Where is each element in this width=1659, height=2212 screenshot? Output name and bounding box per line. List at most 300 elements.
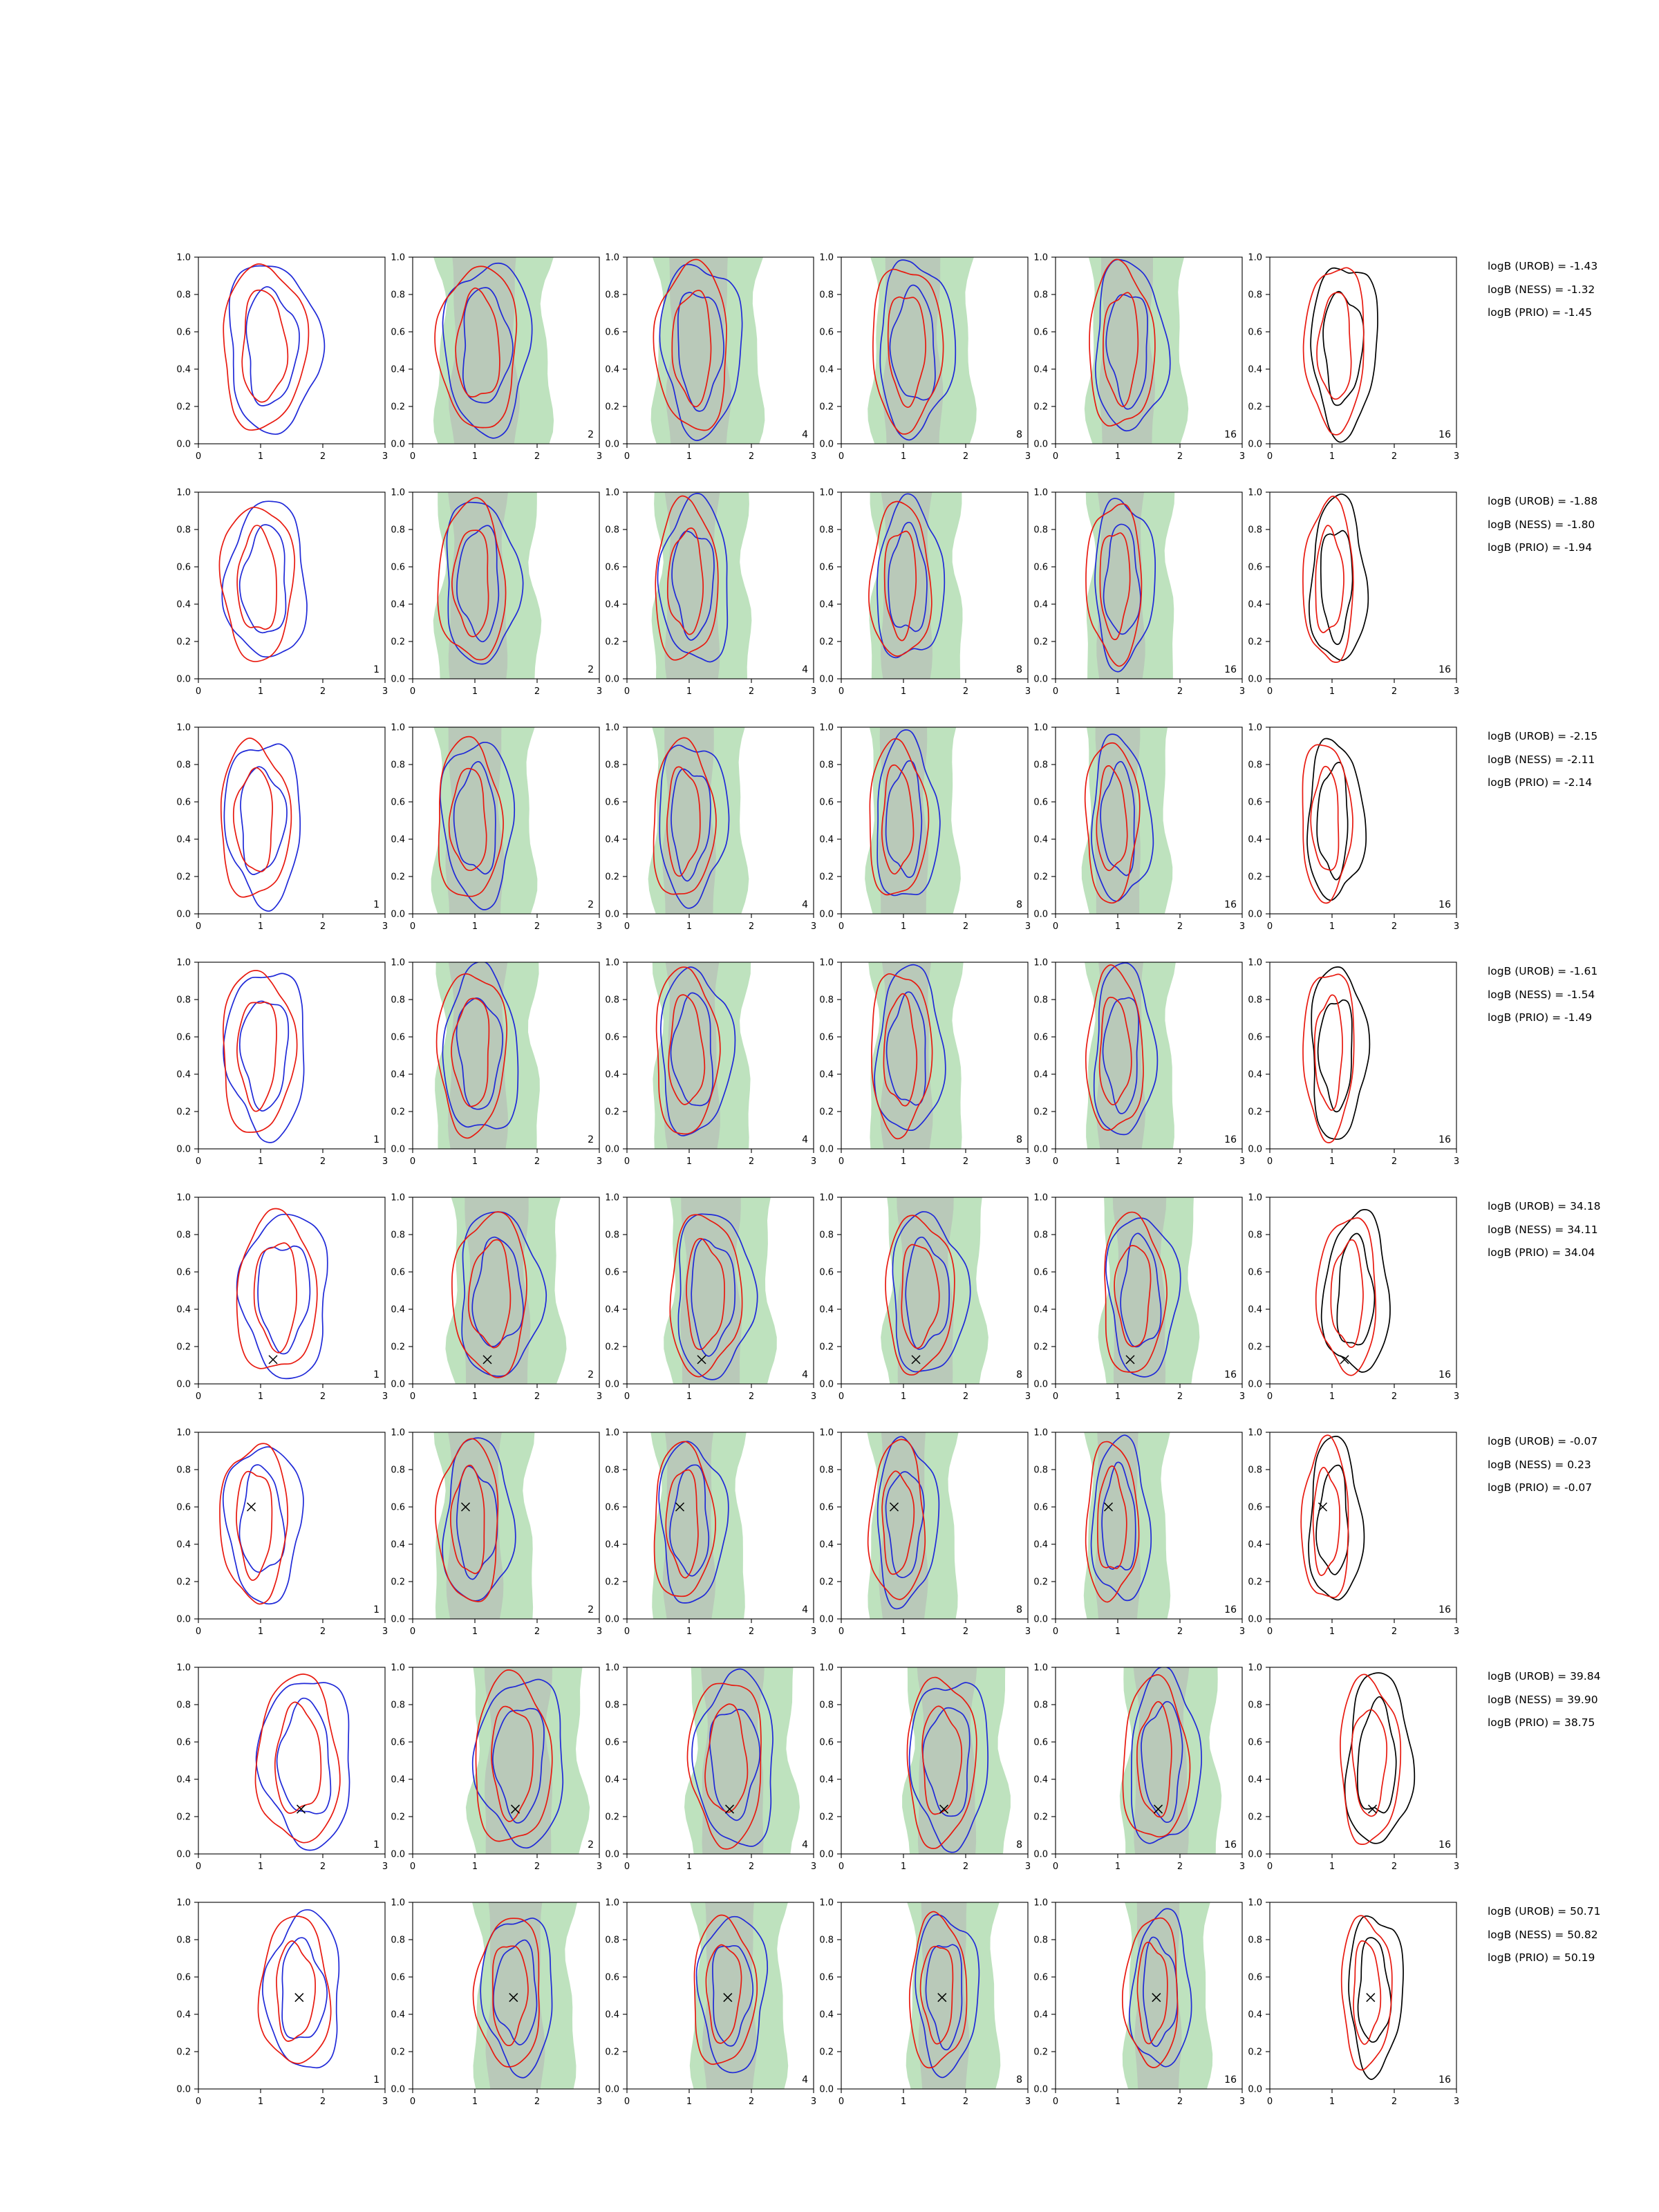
x-tick-label: 3 — [1453, 2097, 1460, 2107]
x-tick-label: 2 — [1391, 1391, 1398, 1402]
y-tick-label: 0.4 — [176, 834, 191, 845]
y-tick-label: 0.6 — [819, 1502, 834, 1513]
y-tick-label: 0.0 — [391, 674, 405, 685]
y-tick-label: 0.4 — [176, 1304, 191, 1315]
y-tick-label: 0.0 — [1033, 439, 1048, 450]
logb-annotation-line: logB (PRIO) = -1.94 — [1488, 541, 1593, 554]
y-tick-label: 0.8 — [605, 1465, 619, 1476]
y-tick-label: 0.2 — [1248, 1107, 1262, 1118]
x-tick-label: 3 — [1453, 1156, 1460, 1167]
logb-annotation-line: logB (UROB) = -1.61 — [1488, 965, 1598, 977]
x-tick-label: 2 — [1391, 2097, 1398, 2107]
contour-black-inner — [1321, 531, 1353, 645]
y-tick-label: 0.8 — [1033, 290, 1048, 301]
x-tick-label: 1 — [1329, 921, 1335, 932]
contour-black-outer — [1309, 1436, 1364, 1600]
y-tick-label: 0.0 — [391, 909, 405, 920]
x-tick-label: 3 — [382, 1156, 388, 1167]
panel-count-label: 1 — [373, 899, 379, 910]
logb-annotation-block — [1488, 1436, 1597, 1506]
x-tick-label: 1 — [471, 1391, 478, 1402]
y-tick-label: 1.0 — [819, 1897, 834, 1909]
x-tick-label: 0 — [195, 1627, 202, 1637]
panel-count-label: 2 — [588, 1369, 594, 1380]
y-tick-label: 0.6 — [605, 1032, 619, 1043]
y-tick-label: 0.6 — [605, 1267, 619, 1278]
y-tick-label: 0.0 — [391, 439, 405, 450]
contour-panel — [371, 1893, 620, 2121]
contour-panel — [1228, 1658, 1477, 1886]
contour-red-outer — [1304, 268, 1364, 435]
y-tick-label: 0.0 — [391, 1849, 405, 1860]
axes-frame — [1270, 727, 1456, 914]
y-tick-label: 0.2 — [1033, 2047, 1048, 2058]
y-tick-label: 0.8 — [1033, 1230, 1048, 1241]
panel-count-label: 2 — [588, 664, 594, 675]
x-tick-label: 0 — [1052, 1156, 1059, 1167]
y-tick-label: 0.4 — [391, 1304, 405, 1315]
y-tick-label: 1.0 — [1248, 487, 1262, 498]
y-tick-label: 0.6 — [1033, 1737, 1048, 1748]
logb-annotation-block — [1488, 1906, 1600, 1976]
x-tick-label: 1 — [1329, 1862, 1335, 1872]
y-tick-label: 0.4 — [605, 2009, 619, 2021]
y-tick-label: 0.0 — [1033, 2084, 1048, 2095]
x-tick-label: 1 — [900, 1627, 907, 1637]
truth-marker — [247, 1503, 256, 1511]
x-tick-label: 2 — [1177, 2097, 1183, 2107]
y-tick-label: 0.2 — [819, 1812, 834, 1823]
y-tick-label: 0.4 — [176, 1774, 191, 1785]
y-tick-label: 0.0 — [1033, 909, 1048, 920]
x-tick-label: 0 — [1266, 686, 1273, 697]
x-tick-label: 0 — [195, 686, 202, 697]
axes-frame — [1270, 1902, 1456, 2089]
x-tick-label: 0 — [1266, 1862, 1273, 1872]
logb-annotation-line: logB (UROB) = 39.84 — [1488, 1670, 1601, 1683]
y-tick-label: 0.8 — [391, 1230, 405, 1241]
contour-panel — [800, 718, 1049, 946]
x-tick-label: 2 — [1177, 1862, 1183, 1872]
y-tick-label: 0.0 — [176, 2084, 191, 2095]
contour-red-inner — [1315, 525, 1344, 632]
y-tick-label: 1.0 — [176, 1662, 191, 1674]
y-tick-label: 0.0 — [176, 1379, 191, 1390]
y-tick-label: 0.0 — [1033, 1379, 1048, 1390]
x-tick-label: 1 — [1329, 686, 1335, 697]
y-tick-label: 1.0 — [605, 722, 619, 733]
contour-black-outer — [1345, 1673, 1415, 1844]
x-tick-label: 0 — [1052, 1862, 1059, 1872]
x-tick-label: 3 — [810, 921, 817, 932]
x-tick-label: 3 — [810, 2097, 817, 2107]
x-tick-label: 2 — [534, 921, 541, 932]
logb-annotation-line: logB (PRIO) = -1.45 — [1488, 306, 1593, 319]
x-tick-label: 0 — [1266, 1156, 1273, 1167]
x-tick-label: 0 — [1052, 686, 1059, 697]
contour-black-inner — [1337, 1233, 1374, 1344]
x-tick-label: 2 — [748, 1156, 755, 1167]
x-tick-label: 0 — [1266, 921, 1273, 932]
x-tick-label: 1 — [900, 921, 907, 932]
x-tick-label: 3 — [1239, 686, 1246, 697]
x-tick-label: 2 — [748, 1391, 755, 1402]
y-tick-label: 1.0 — [1033, 1192, 1048, 1203]
y-tick-label: 0.0 — [819, 2084, 834, 2095]
y-tick-label: 0.0 — [176, 1849, 191, 1860]
y-tick-label: 0.6 — [819, 1267, 834, 1278]
y-tick-label: 1.0 — [1248, 1662, 1262, 1674]
x-tick-label: 1 — [686, 1391, 693, 1402]
logb-annotation-block — [1488, 1201, 1600, 1271]
y-tick-label: 1.0 — [1248, 957, 1262, 968]
x-tick-label: 0 — [624, 1627, 630, 1637]
x-tick-label: 3 — [1453, 686, 1460, 697]
contour-blue-outer — [223, 973, 304, 1143]
panel-count-label: 4 — [802, 899, 808, 910]
x-tick-label: 1 — [471, 1156, 478, 1167]
axes-frame — [198, 1667, 385, 1854]
panel-count-label: 4 — [802, 429, 808, 440]
contour-red-inner — [275, 1702, 321, 1813]
y-tick-label: 0.2 — [1033, 1342, 1048, 1353]
y-tick-label: 0.4 — [391, 1774, 405, 1785]
y-tick-label: 1.0 — [391, 487, 405, 498]
posterior-fill-gray — [463, 1197, 531, 1384]
y-tick-label: 0.4 — [1248, 1774, 1262, 1785]
y-tick-label: 0.0 — [1033, 1144, 1048, 1155]
panel-count-label: 16 — [1224, 899, 1237, 910]
y-tick-label: 0.8 — [1248, 525, 1262, 536]
x-tick-label: 2 — [962, 1862, 969, 1872]
y-tick-label: 0.4 — [391, 1539, 405, 1550]
y-tick-label: 0.6 — [605, 797, 619, 808]
x-tick-label: 2 — [962, 1627, 969, 1637]
panel-count-label: 8 — [1016, 1604, 1022, 1615]
contour-panel — [371, 1423, 620, 1651]
x-tick-label: 0 — [624, 1862, 630, 1872]
y-tick-label: 0.0 — [819, 909, 834, 920]
y-tick-label: 0.2 — [605, 872, 619, 883]
x-tick-label: 3 — [596, 1862, 603, 1872]
y-tick-label: 0.2 — [605, 1577, 619, 1588]
y-tick-label: 0.4 — [1033, 599, 1048, 610]
panel-count-label: 2 — [588, 1604, 594, 1615]
contour-panel — [1014, 482, 1263, 711]
y-tick-label: 0.2 — [819, 872, 834, 883]
x-tick-label: 2 — [1391, 686, 1398, 697]
x-tick-label: 1 — [257, 2097, 264, 2107]
y-tick-label: 1.0 — [1033, 957, 1048, 968]
y-tick-label: 0.6 — [605, 1972, 619, 1983]
y-tick-label: 0.6 — [819, 562, 834, 573]
contour-panel — [371, 1658, 620, 1886]
y-tick-label: 1.0 — [605, 1427, 619, 1438]
x-tick-label: 1 — [1114, 1391, 1121, 1402]
contour-panel — [585, 1658, 834, 1886]
x-tick-label: 2 — [748, 921, 755, 932]
y-tick-label: 0.2 — [819, 402, 834, 413]
x-tick-label: 3 — [1453, 451, 1460, 462]
x-tick-label: 3 — [1453, 1391, 1460, 1402]
contour-panel — [1228, 1423, 1477, 1651]
y-tick-label: 1.0 — [1033, 252, 1048, 263]
y-tick-label: 0.0 — [819, 674, 834, 685]
y-tick-label: 0.6 — [819, 1972, 834, 1983]
x-tick-label: 2 — [748, 451, 755, 462]
y-tick-label: 0.4 — [819, 1539, 834, 1550]
x-tick-label: 0 — [409, 2097, 416, 2107]
x-tick-label: 3 — [596, 451, 603, 462]
posterior-fill-gray — [662, 727, 716, 914]
y-tick-label: 1.0 — [1248, 252, 1262, 263]
y-tick-label: 0.0 — [1248, 1849, 1262, 1860]
logb-annotation-line: logB (PRIO) = -0.07 — [1488, 1481, 1593, 1494]
x-tick-label: 2 — [962, 1391, 969, 1402]
x-tick-label: 3 — [596, 686, 603, 697]
y-tick-label: 0.8 — [391, 1465, 405, 1476]
x-tick-label: 1 — [686, 1862, 693, 1872]
axes-frame — [1270, 1667, 1456, 1854]
x-tick-label: 2 — [962, 451, 969, 462]
x-tick-label: 0 — [624, 686, 630, 697]
contour-blue-inner — [240, 1465, 285, 1572]
x-tick-label: 3 — [1024, 1627, 1031, 1637]
x-tick-label: 2 — [962, 2097, 969, 2107]
y-tick-label: 0.2 — [176, 637, 191, 648]
x-tick-label: 2 — [1391, 1156, 1398, 1167]
x-tick-label: 2 — [319, 921, 326, 932]
x-tick-label: 0 — [1266, 451, 1273, 462]
y-tick-label: 1.0 — [391, 957, 405, 968]
x-tick-label: 1 — [686, 1156, 693, 1167]
x-tick-label: 3 — [1453, 1862, 1460, 1872]
x-tick-label: 0 — [195, 921, 202, 932]
y-tick-label: 1.0 — [819, 1427, 834, 1438]
panel-count-label: 8 — [1016, 1839, 1022, 1850]
x-tick-label: 1 — [900, 2097, 907, 2107]
y-tick-label: 0.2 — [1248, 872, 1262, 883]
x-tick-label: 3 — [596, 2097, 603, 2107]
y-tick-label: 0.2 — [1033, 637, 1048, 648]
y-tick-label: 0.8 — [605, 760, 619, 771]
x-tick-label: 1 — [257, 1627, 264, 1637]
panel-count-label: 16 — [1224, 1134, 1237, 1145]
contour-panel — [157, 247, 406, 476]
y-tick-label: 0.6 — [391, 562, 405, 573]
contour-red-outer — [1302, 744, 1353, 903]
y-tick-label: 0.2 — [1248, 1812, 1262, 1823]
y-tick-label: 0.2 — [605, 2047, 619, 2058]
contour-panel — [157, 482, 406, 711]
logb-annotation-line: logB (NESS) = 34.11 — [1488, 1223, 1598, 1236]
contour-panel — [800, 953, 1049, 1181]
y-tick-label: 0.6 — [1033, 1267, 1048, 1278]
contour-red-outer — [1316, 1218, 1376, 1376]
y-tick-label: 0.8 — [819, 1230, 834, 1241]
y-tick-label: 0.0 — [819, 1614, 834, 1625]
y-tick-label: 0.6 — [1248, 797, 1262, 808]
x-tick-label: 2 — [534, 1627, 541, 1637]
posterior-fill-gray — [448, 962, 508, 1149]
y-tick-label: 0.8 — [1248, 1700, 1262, 1711]
logb-annotation-line: logB (NESS) = 50.82 — [1488, 1928, 1598, 1941]
y-tick-label: 0.8 — [391, 760, 405, 771]
y-tick-label: 0.4 — [1033, 2009, 1048, 2021]
y-tick-label: 0.8 — [819, 995, 834, 1006]
y-tick-label: 0.0 — [605, 674, 619, 685]
y-tick-label: 0.8 — [1033, 1700, 1048, 1711]
contour-black-outer — [1311, 268, 1378, 442]
x-tick-label: 1 — [900, 1391, 907, 1402]
y-tick-label: 0.8 — [819, 525, 834, 536]
y-tick-label: 0.2 — [391, 637, 405, 648]
panel-count-label: 16 — [1438, 1604, 1451, 1615]
y-tick-label: 0.4 — [391, 1069, 405, 1080]
contour-panel — [1228, 953, 1477, 1181]
x-tick-label: 3 — [1239, 1156, 1246, 1167]
x-tick-label: 1 — [1329, 1391, 1335, 1402]
y-tick-label: 0.6 — [819, 1032, 834, 1043]
x-tick-label: 3 — [382, 921, 388, 932]
x-tick-label: 1 — [471, 451, 478, 462]
y-tick-label: 1.0 — [1033, 1427, 1048, 1438]
panel-count-label: 4 — [802, 1839, 808, 1850]
y-tick-label: 0.6 — [1033, 1032, 1048, 1043]
x-tick-label: 1 — [257, 1862, 264, 1872]
x-tick-label: 2 — [1177, 1391, 1183, 1402]
x-tick-label: 1 — [686, 921, 693, 932]
x-tick-label: 1 — [686, 2097, 693, 2107]
y-tick-label: 0.2 — [819, 1577, 834, 1588]
y-tick-label: 0.8 — [176, 760, 191, 771]
contour-panel — [585, 953, 834, 1181]
panel-count-label: 16 — [1438, 1134, 1451, 1145]
panel-count-label: 16 — [1438, 429, 1451, 440]
contour-red-outer — [1303, 496, 1353, 662]
x-tick-label: 3 — [810, 1862, 817, 1872]
y-tick-label: 0.4 — [391, 599, 405, 610]
x-tick-label: 1 — [1329, 2097, 1335, 2107]
y-tick-label: 0.2 — [391, 402, 405, 413]
x-tick-label: 1 — [1114, 1862, 1121, 1872]
y-tick-label: 0.4 — [176, 599, 191, 610]
contour-blue-inner — [282, 1938, 327, 2038]
contour-black-inner — [1318, 1000, 1352, 1112]
y-tick-label: 0.2 — [1248, 637, 1262, 648]
contour-panel — [800, 1423, 1049, 1651]
contour-red-inner — [237, 1002, 276, 1112]
logb-annotation-block — [1488, 966, 1597, 1036]
y-tick-label: 0.6 — [391, 1972, 405, 1983]
y-tick-label: 0.8 — [1248, 1230, 1262, 1241]
contour-red-inner — [1331, 1240, 1363, 1347]
x-tick-label: 0 — [409, 686, 416, 697]
y-tick-label: 0.0 — [819, 1379, 834, 1390]
y-tick-label: 0.2 — [1033, 1812, 1048, 1823]
x-tick-label: 0 — [624, 1156, 630, 1167]
x-tick-label: 1 — [257, 1391, 264, 1402]
y-tick-label: 0.4 — [391, 364, 405, 375]
y-tick-label: 0.0 — [819, 439, 834, 450]
y-tick-label: 0.4 — [605, 364, 619, 375]
y-tick-label: 1.0 — [1248, 1427, 1262, 1438]
y-tick-label: 0.6 — [1248, 562, 1262, 573]
y-tick-label: 0.4 — [605, 1774, 619, 1785]
y-tick-label: 0.2 — [1033, 872, 1048, 883]
x-tick-label: 2 — [1177, 1627, 1183, 1637]
x-tick-label: 1 — [900, 451, 907, 462]
x-tick-label: 1 — [1114, 1627, 1121, 1637]
panel-count-label: 1 — [373, 1369, 379, 1380]
y-tick-label: 0.0 — [605, 439, 619, 450]
x-tick-label: 0 — [624, 451, 630, 462]
y-tick-label: 0.6 — [1248, 1737, 1262, 1748]
contour-panel — [157, 718, 406, 946]
x-tick-label: 2 — [319, 1391, 326, 1402]
contour-red-inner — [236, 1472, 272, 1580]
logb-annotation-block — [1488, 731, 1597, 801]
panel-count-label: 8 — [1016, 429, 1022, 440]
y-tick-label: 1.0 — [819, 722, 834, 733]
y-tick-label: 0.0 — [1248, 439, 1262, 450]
panel-count-label: 16 — [1224, 1839, 1237, 1850]
y-tick-label: 0.4 — [819, 364, 834, 375]
y-tick-label: 0.0 — [819, 1849, 834, 1860]
x-tick-label: 1 — [1329, 451, 1335, 462]
contour-red-outer — [258, 1916, 330, 2063]
y-tick-label: 0.4 — [1033, 1069, 1048, 1080]
y-tick-label: 0.0 — [1248, 1379, 1262, 1390]
contour-panel — [800, 247, 1049, 476]
x-tick-label: 1 — [257, 686, 264, 697]
logb-annotation-line: logB (NESS) = 0.23 — [1488, 1458, 1591, 1471]
y-tick-label: 0.2 — [1248, 1577, 1262, 1588]
panel-count-label: 4 — [802, 1369, 808, 1380]
y-tick-label: 0.8 — [391, 525, 405, 536]
y-tick-label: 1.0 — [1248, 1897, 1262, 1909]
y-tick-label: 0.8 — [605, 1935, 619, 1946]
y-tick-label: 0.8 — [819, 760, 834, 771]
y-tick-label: 0.2 — [391, 1577, 405, 1588]
x-tick-label: 2 — [1391, 1862, 1398, 1872]
y-tick-label: 0.4 — [819, 599, 834, 610]
truth-marker — [1367, 1994, 1375, 2002]
contour-panel — [1014, 1423, 1263, 1651]
y-tick-label: 1.0 — [819, 957, 834, 968]
posterior-fill-gray — [701, 1667, 765, 1854]
y-tick-label: 0.0 — [1248, 1144, 1262, 1155]
contour-panel — [585, 482, 834, 711]
y-tick-label: 0.8 — [391, 290, 405, 301]
panel-count-label: 2 — [588, 899, 594, 910]
y-tick-label: 0.8 — [605, 995, 619, 1006]
y-tick-label: 1.0 — [1033, 1662, 1048, 1674]
y-tick-label: 0.0 — [391, 1614, 405, 1625]
y-tick-label: 0.2 — [176, 1342, 191, 1353]
x-tick-label: 2 — [1177, 686, 1183, 697]
x-tick-label: 0 — [1052, 921, 1059, 932]
y-tick-label: 0.6 — [1033, 1972, 1048, 1983]
y-tick-label: 0.2 — [1033, 1107, 1048, 1118]
logb-annotation-line: logB (UROB) = 50.71 — [1488, 1905, 1601, 1918]
x-tick-label: 3 — [596, 1391, 603, 1402]
y-tick-label: 0.4 — [176, 1069, 191, 1080]
logb-annotation-line: logB (NESS) = -1.32 — [1488, 283, 1595, 296]
x-tick-label: 2 — [748, 686, 755, 697]
x-tick-label: 3 — [1024, 921, 1031, 932]
y-tick-label: 0.8 — [391, 1935, 405, 1946]
